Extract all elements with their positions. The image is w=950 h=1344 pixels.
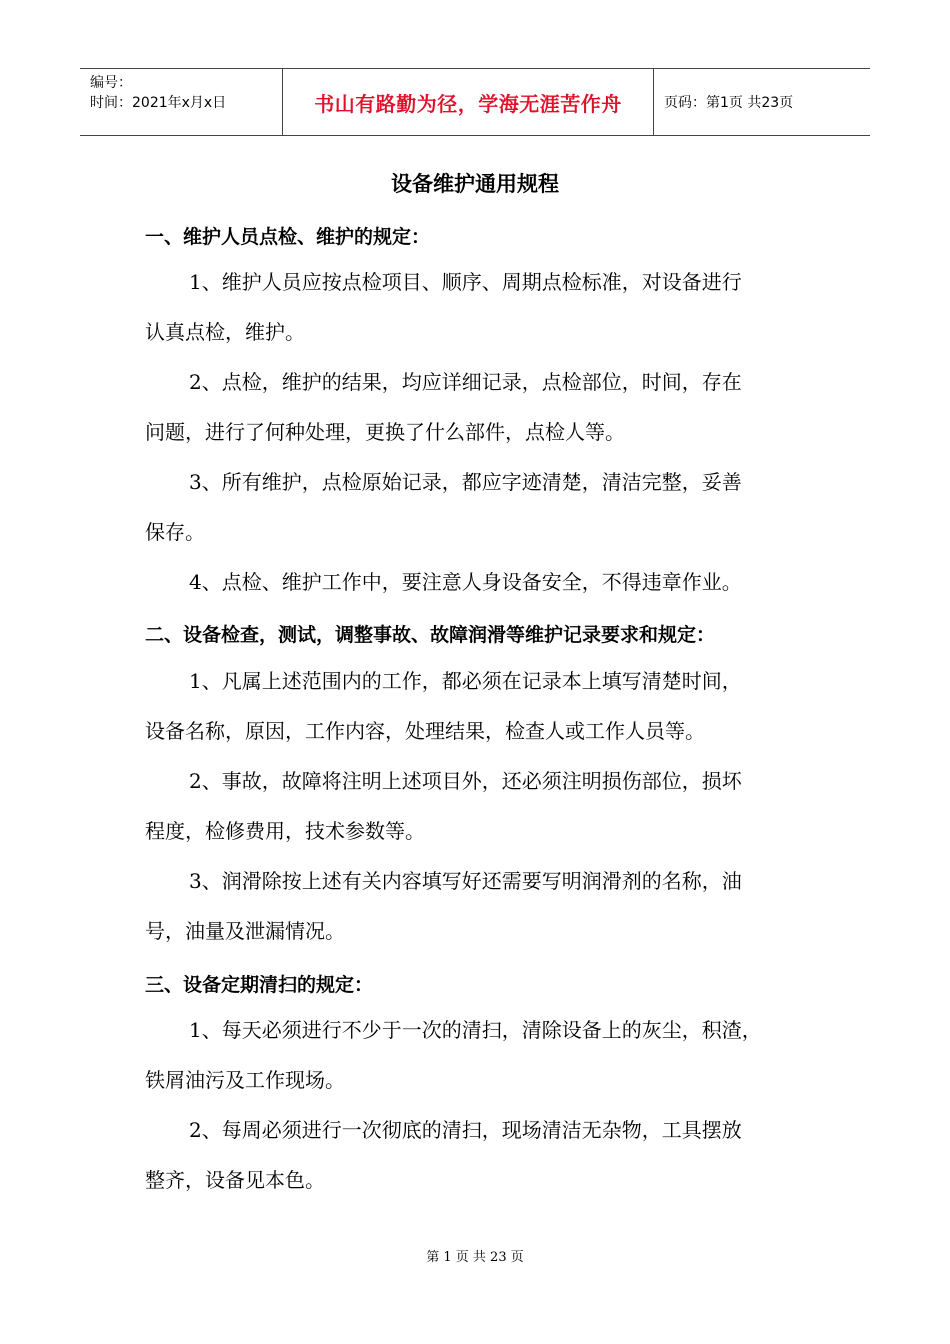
- paragraph-line: 4、点检、维护工作中，要注意人身设备安全，不得违章作业。: [189, 570, 742, 594]
- paragraph-line: 3、润滑除按上述有关内容填写好还需要写明润滑剂的名称，油: [189, 869, 742, 893]
- paragraph-line: 铁屑油污及工作现场。: [145, 1068, 345, 1092]
- motto: 书山有路勤为径，学海无涯苦作舟: [314, 91, 622, 116]
- paragraph: [145, 557, 810, 607]
- paragraph: [145, 756, 810, 856]
- section-heading-2: 二、设备检查，测试，调整事故、故障润滑等维护记录要求和规定：: [145, 624, 716, 646]
- document-title: 设备维护通用规程: [391, 172, 559, 196]
- paragraph-line: 1、凡属上述范围内的工作，都必须在记录本上填写清楚时间，: [189, 669, 742, 693]
- time-label: 时间：2021年x月x日: [90, 95, 227, 111]
- paragraph: [145, 457, 810, 557]
- paragraph-line: 3、所有维护，点检原始记录，都应字迹清楚，清洁完整，妥善: [189, 470, 742, 494]
- paragraph-line: 设备名称，原因，工作内容，处理结果，检查人或工作人员等。: [145, 719, 705, 743]
- page-info: 页码：第1页 共23页: [664, 95, 794, 111]
- paragraph: [145, 656, 810, 756]
- paragraph-line: 号，油量及泄漏情况。: [145, 919, 345, 943]
- paragraph-line: 整齐，设备见本色。: [145, 1168, 325, 1192]
- paragraph-line: 问题，进行了何种处理，更换了什么部件，点检人等。: [145, 420, 625, 444]
- paragraph: [145, 1105, 810, 1205]
- paragraph-line: 保存。: [145, 520, 205, 544]
- header-motto-cell: [282, 69, 654, 135]
- paragraph-line: 1、每天必须进行不少于一次的清扫，清除设备上的灰尘，积渣，: [189, 1018, 762, 1042]
- page-footer: 第 1 页 共 23 页: [426, 1250, 524, 1265]
- paragraph: [145, 257, 810, 357]
- paragraph: [145, 856, 810, 956]
- paragraph-line: 程度，检修费用，技术参数等。: [145, 819, 425, 843]
- header-table: [80, 68, 870, 136]
- paragraph-line: 2、点检，维护的结果，均应详细记录，点检部位，时间，存在: [189, 370, 742, 394]
- paragraph-line: 2、每周必须进行一次彻底的清扫，现场清洁无杂物，工具摆放: [189, 1118, 742, 1142]
- paragraph-line: 1、维护人员应按点检项目、顺序、周期点检标准，对设备进行: [189, 270, 742, 294]
- serial-label: 编号：: [90, 75, 132, 91]
- section-heading-3: 三、设备定期清扫的规定：: [145, 974, 374, 996]
- section-heading-1: 一、维护人员点检、维护的规定：: [145, 226, 431, 248]
- header-page-cell: [654, 69, 870, 135]
- paragraph: [145, 357, 810, 457]
- header-meta-cell: [80, 69, 282, 135]
- paragraph-line: 认真点检，维护。: [145, 320, 305, 344]
- paragraph: [145, 1005, 810, 1105]
- paragraph-line: 2、事故，故障将注明上述项目外，还必须注明损伤部位，损坏: [189, 769, 742, 793]
